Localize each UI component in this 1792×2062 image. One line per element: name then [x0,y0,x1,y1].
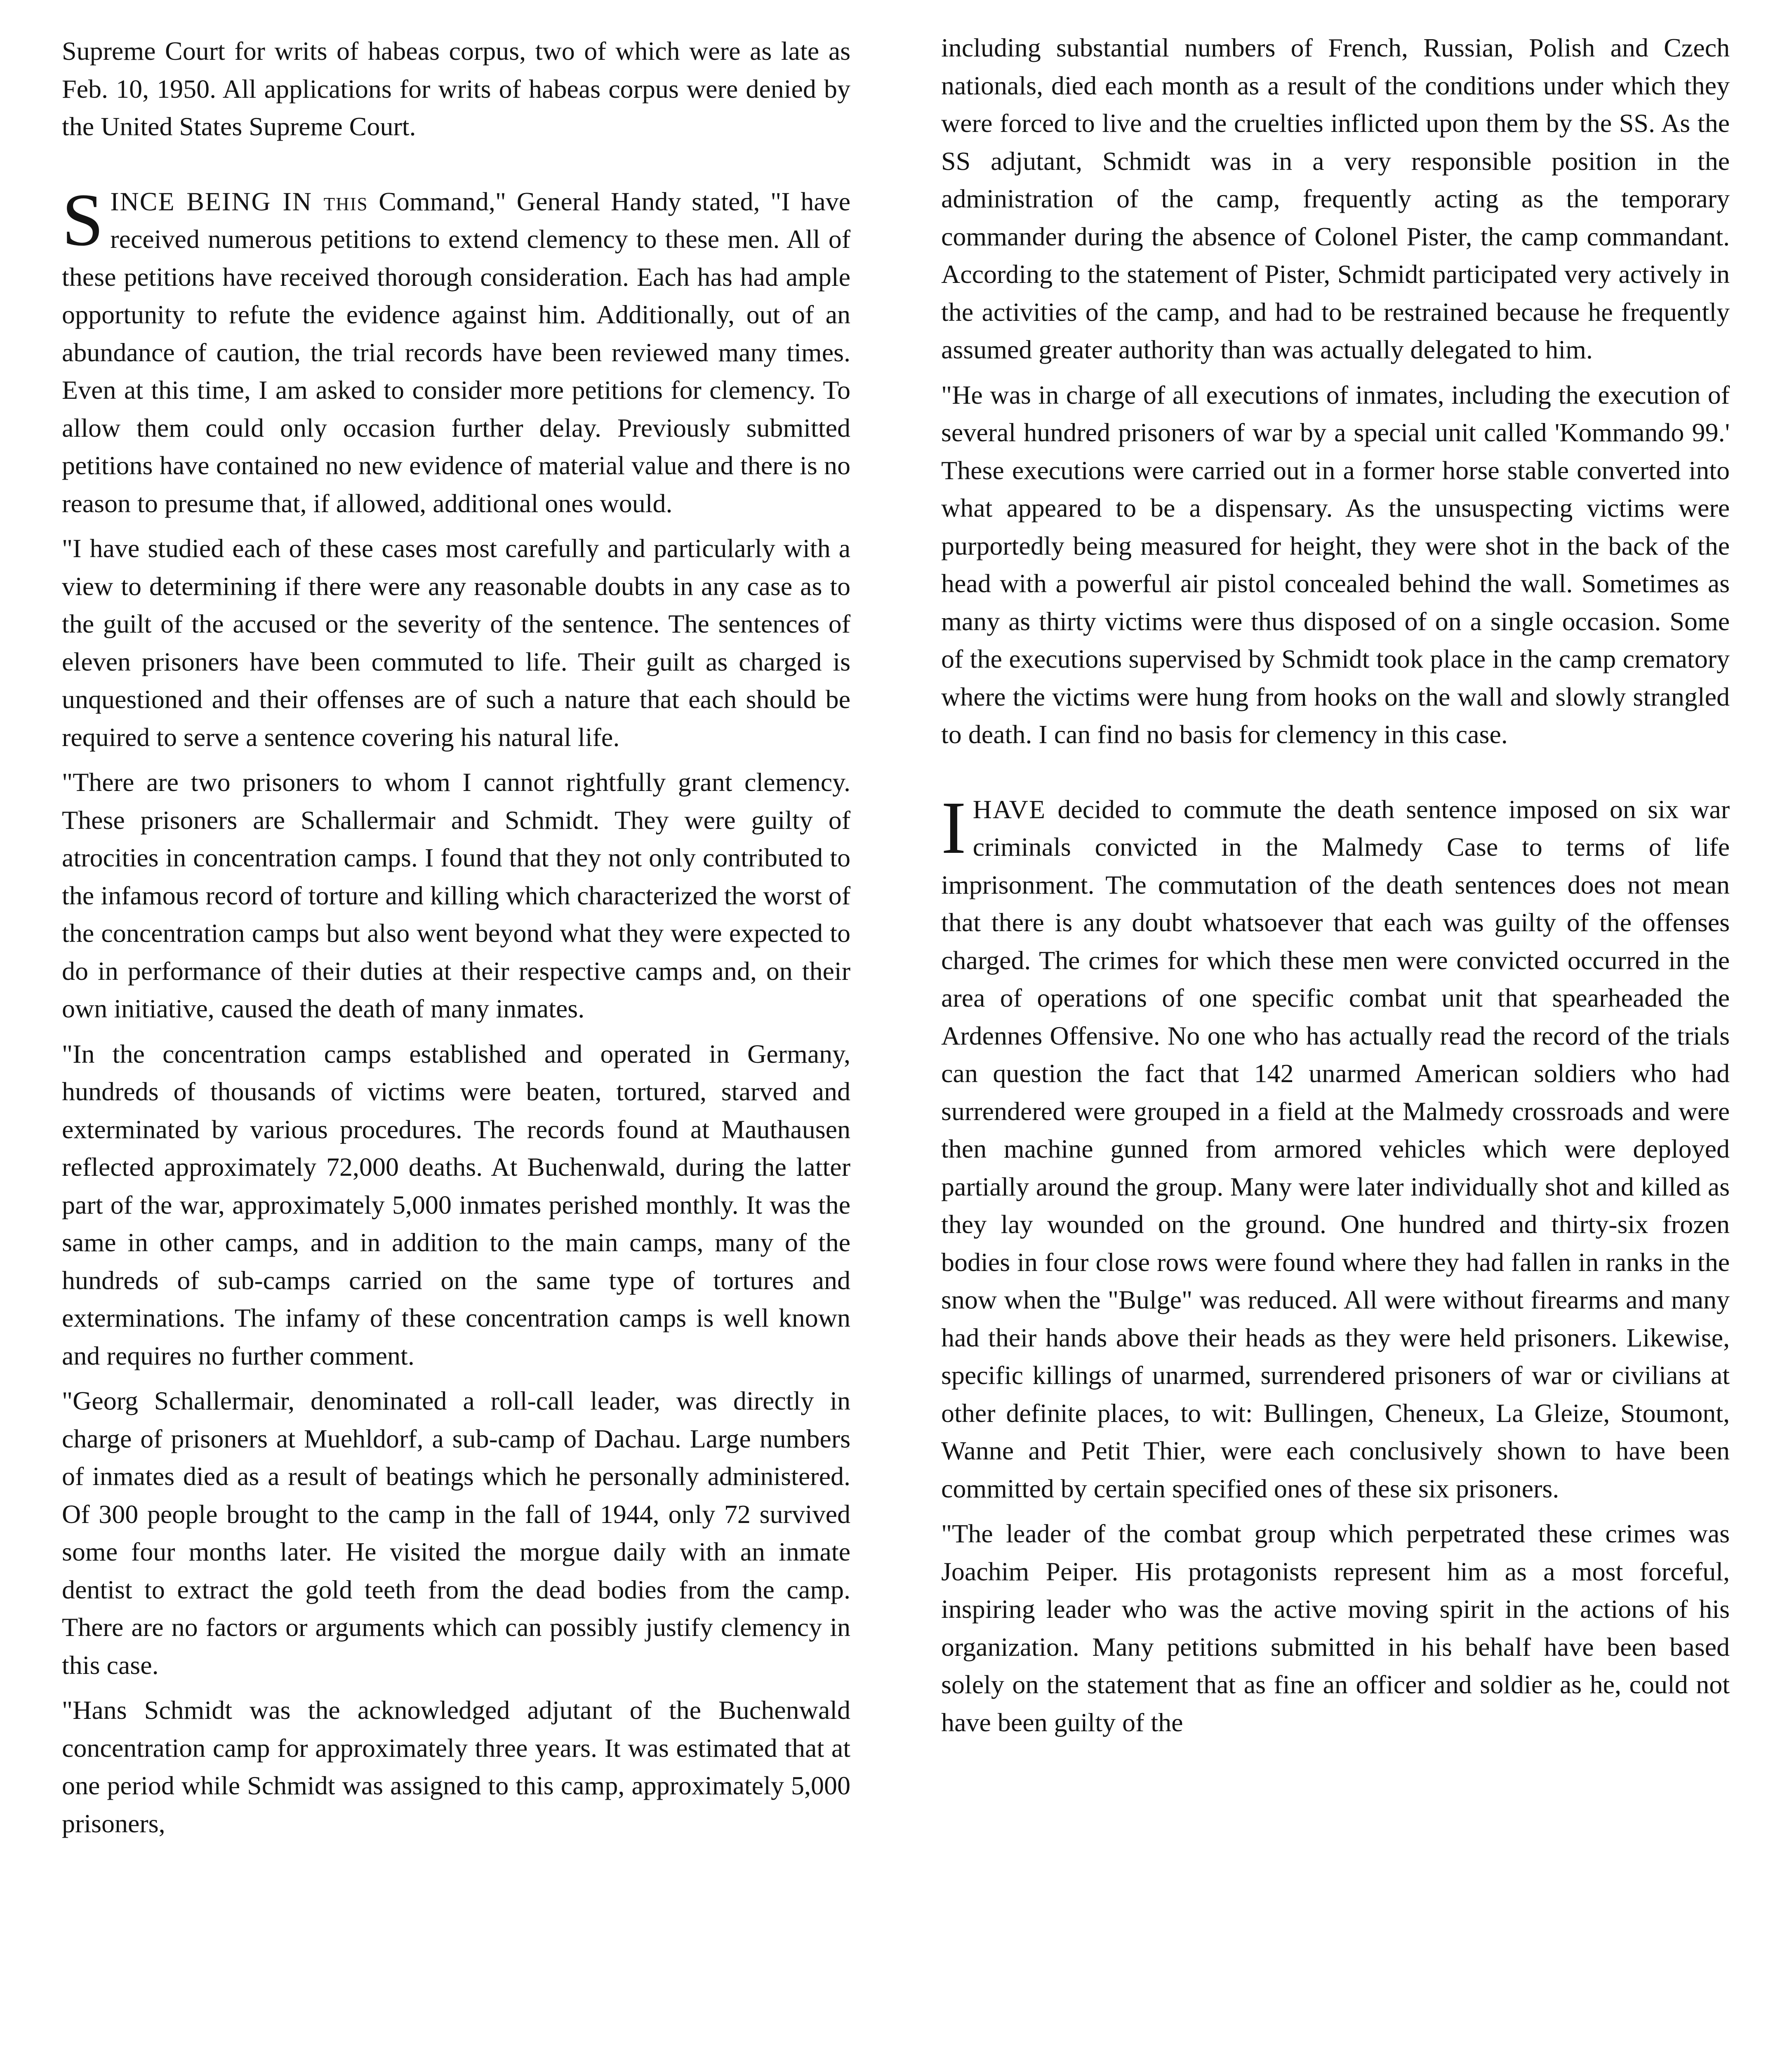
paragraph: "The leader of the combat group which perpetrated these crimes was Joachim Peiper. His protagonists represent him as a most forceful, inspiring leader who was the active moving spirit in the actions of his organization. Many petitions submitted in his behalf have been based solely on the statement that as fine an officer and soldier as he, could not have been guilty of the [941,1519,1730,1737]
small-caps-lead: HAVE [973,794,1046,824]
drop-cap: I [941,786,966,869]
paragraph: "Georg Schallermair, denominated a roll-call leader, was directly in charge of prisoners at Muehldorf, a sub-camp of Dachau. Large numbers of inmates died as a result of beatings which he personally administered. Of 300 people brought to the camp in the fall of 1944, only 72 survived some four months later. He visited the morgue daily with an inmate dentist to extract the gold teeth from the dead bodies from the camp. There are no factors or arguments which can possibly justify clemency in this case. [62,1386,850,1680]
paragraph: including substantial numbers of French, Russian, Polish and Czech nationals, died each month as a result of the conditions under which they were forced to live and the cruelties inflicted upon them by the SS. As the SS adjutant, Schmidt was in a very responsible position in the administration of the camp, frequently acting as the temporary commander during the absence of Colonel Pister, the camp commandant. According to the statement of Pister, Schmidt participated very actively in the activities of the camp, and had to be restrained because he frequently assumed greater authority than was actually delegated to him. [941,33,1730,364]
paragraph: "There are two prisoners to whom I cannot rightfully grant clemency. These prisoners are Schallermair and Schmidt. They were guilty of atrocities in concentration camps. I found that they not only contributed to the infamous record of torture and killing which characterized the worst of the concentration camps but also went beyond what they were expected to do in performance of their duties at their respective camps and, on their own initiative, caused the death of many inmates. [62,767,850,1023]
paragraph-text: Command," General Handy stated, "I have received numerous petitions to extend clemency to these men. All of these petitions have received thorough consideration. Each has had ample opportunity to refute the evidence against him. Additionally, out of an abundance of caution, the trial records have been reviewed many times. Even at this time, I am asked to consider more petitions for clemency. To allow them could only occasion further delay. Previously submitted petitions have contained no new evidence of material value and there is no reason to presume that, if allowed, additional ones would. [62,186,851,518]
paragraph: "In the concentration camps established and operated in Germany, hundreds of thousands of victims were beaten, tortured, starved and exterminated by various procedures. The records found at Mauthausen reflected approximately 72,000 deaths. At Buchenwald, during the latter part of the war, approximately 5,000 inmates perished monthly. It was the same in other camps, and in addition to the main camps, many of the hundreds of sub-camps carried on the same type of tortures and exterminations. The infamy of these concentration camps is well known and requires no further comment. [62,1039,850,1370]
paragraph: "Hans Schmidt was the acknowledged adjutant of the Buchenwald concentration camp for approximately three years. It was estimated that at one period while Schmidt was assigned to this camp, approximately 5,000 prisoners, [62,1695,850,1838]
section-opening-paragraph [62,178,851,523]
paragraph: Supreme Court for writs of habeas corpus, two of which were as late as Feb. 10, 1950. All applications for writs of habeas corpus were denied by the United States Supreme Court. [62,36,850,141]
paragraph: "I have studied each of these cases most carefully and particularly with a view to determining if there were any reasonable doubts in any case as to the guilt of the accused or the severity of the sentence. The sentences of eleven prisoners have been commuted to life. Their guilt as charged is unquestioned and their offenses are of such a nature that each should be required to serve a sentence covering his natural life. [62,534,850,752]
section-opening-paragraph [941,786,1730,1508]
right-column [941,29,1730,1749]
drop-cap: S [62,178,104,261]
paragraph: "He was in charge of all executions of inmates, including the execution of several hundred prisoners of war by a special unit called 'Kommando 99.' These executions were carried out in a former horse stable converted into what appeared to be a dispensary. As the unsuspecting victims were purportedly being measured for height, they were shot in the back of the head with a powerful air pistol concealed behind the wall. Sometimes as many as thirty victims were thus disposed of on a single occasion. Some of the executions supervised by Schmidt took place in the camp crematory where the victims were hung from hooks on the wall and slowly strangled to death. I can find no basis for clemency in this case. [941,380,1730,749]
paragraph-text: decided to commute the death sentence imposed on six war criminals convicted in the Malmedy Case to terms of life imprisonment. The commutation of the death sentences does not mean that there is any doubt whatsoever that each was guilty of the offenses charged. The crimes for which these men were convicted occurred in the area of operations of one specific combat unit that spearheaded the Ardennes Offensive. No one who has actually read the record of the trials can question the fact that 142 unarmed American soldiers who had surrendered were grouped in a field at the Malmedy crossroads and were then machine gunned from armored vehicles which were deployed partially around the group. Many were later individually shot and killed as they lay wounded on the ground. One hundred and thirty-six frozen bodies in four close rows were found where they had fallen in ranks in the snow when the "Bulge" was reduced. All were without firearms and many had their hands above their heads as they were held prisoners. Likewise, specific killings of unarmed, surrendered prisoners of war or civilians at other definite places, to wit: Bullingen, Cheneux, La Gleize, Stoumont, Wanne and Petit Thier, were each conclusively shown to have been committed by certain specified ones of these six prisoners. [941,794,1730,1503]
small-caps-lead: INCE BEING IN this [110,186,368,216]
left-column [62,32,850,1850]
